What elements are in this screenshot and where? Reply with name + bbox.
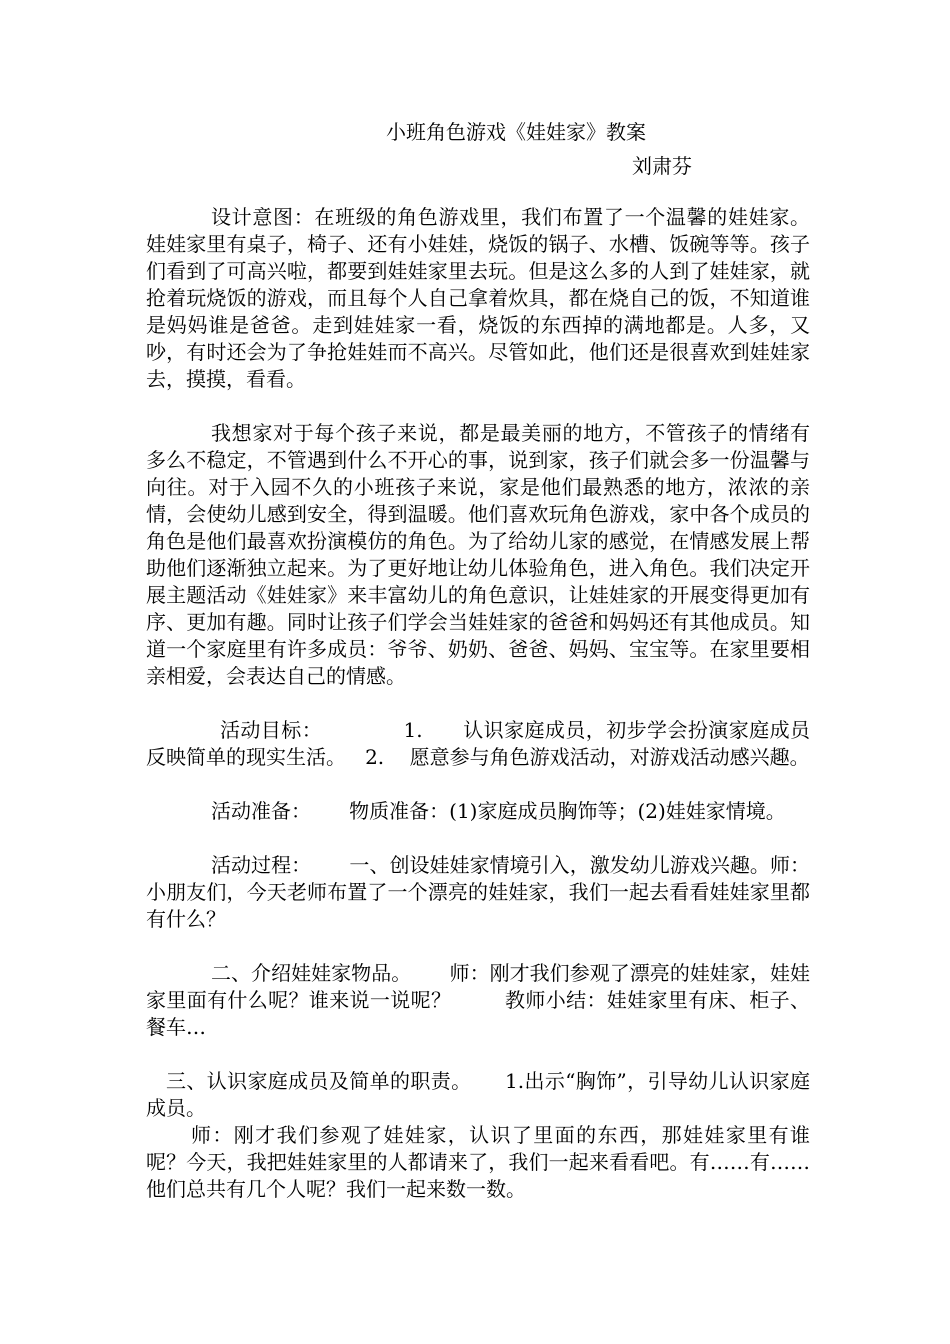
design-intent-paragraph: 设计意图：在班级的角色游戏里，我们布置了一个温馨的娃娃家。娃娃家里有桌子，椅子、还有小娃娃，烧饭的锅子、水槽、饭碗等等。孩子们看到了可高兴啦，都要到娃娃家里去玩。但是这么多的人到了娃娃家，就抢着玩烧饭的游戏，而且每个人自己拿着炊具，都在烧自己的饭，不知道谁是妈妈谁是爸爸。走到娃娃家一看，烧饭的东西掉的满地都是。人多，又吵，有时还会为了争抢娃娃而不高兴。尽管如此，他们还是很喜欢到娃娃家去，摸摸，看看。 (146, 205, 810, 391)
document-title: 小班角色游戏《娃娃家》教案 (386, 120, 646, 144)
activity-preparation-paragraph: 活动准备： 物质准备：(1)家庭成员胸饰等；(2)娃娃家情境。 (211, 799, 786, 823)
rationale-paragraph: 我想家对于每个孩子来说，都是最美丽的地方，不管孩子的情绪有多么不稳定，不管遇到什么不开心的事，说到家，孩子们就会多一份温馨与向往。对于入园不久的小班孩子来说，家是他们最熟悉的地方，浓浓的亲情，会使幼儿感到安全，得到温暖。他们喜欢玩角色游戏，家中各个成员的角色是他们最喜欢扮演模仿的角色。为了给幼儿家的感觉，在情感发展上帮助他们逐渐独立起来。为了更好地让幼儿体验角色，进入角色。我们决定开展主题活动《娃娃家》来丰富幼儿的角色意识，让娃娃家的开展变得更加有序、更加有趣。同时让孩子们学会当娃娃家的爸爸和妈妈还有其他成员。知道一个家庭里有许多成员：爷爷、奶奶、爸爸、妈妈、宝宝等。在家里要相亲相爱，会表达自己的情感。 (146, 421, 810, 688)
author-name: 刘肃芬 (632, 154, 692, 178)
step-three-paragraph: 三、认识家庭成员及简单的职责。 1.出示“胸饰”，引导幼儿认识家庭成员。 (146, 1069, 810, 1120)
activity-goals-paragraph: 活动目标： 1. 认识家庭成员，初步学会扮演家庭成员反映简单的现实生活。 2. 愿意参与角色游戏活动，对游戏活动感兴趣。 (146, 718, 810, 769)
step-two-paragraph: 二、介绍娃娃家物品。 师：刚才我们参观了漂亮的娃娃家，娃娃家里面有什么呢？谁来说一说呢？ 教师小结：娃娃家里有床、柜子、餐车… (146, 961, 810, 1039)
activity-process-paragraph: 活动过程： 一、创设娃娃家情境引入，激发幼儿游戏兴趣。师：小朋友们，今天老师布置了一个漂亮的娃娃家，我们一起去看看娃娃家里都有什么？ (146, 853, 810, 931)
teacher-dialogue-paragraph: 师：刚才我们参观了娃娃家，认识了里面的东西，那娃娃家里有谁呢？今天，我把娃娃家里的人都请来了，我们一起来看看吧。有……有……他们总共有几个人呢？我们一起来数一数。 (146, 1123, 810, 1201)
document-body (146, 118, 810, 1203)
